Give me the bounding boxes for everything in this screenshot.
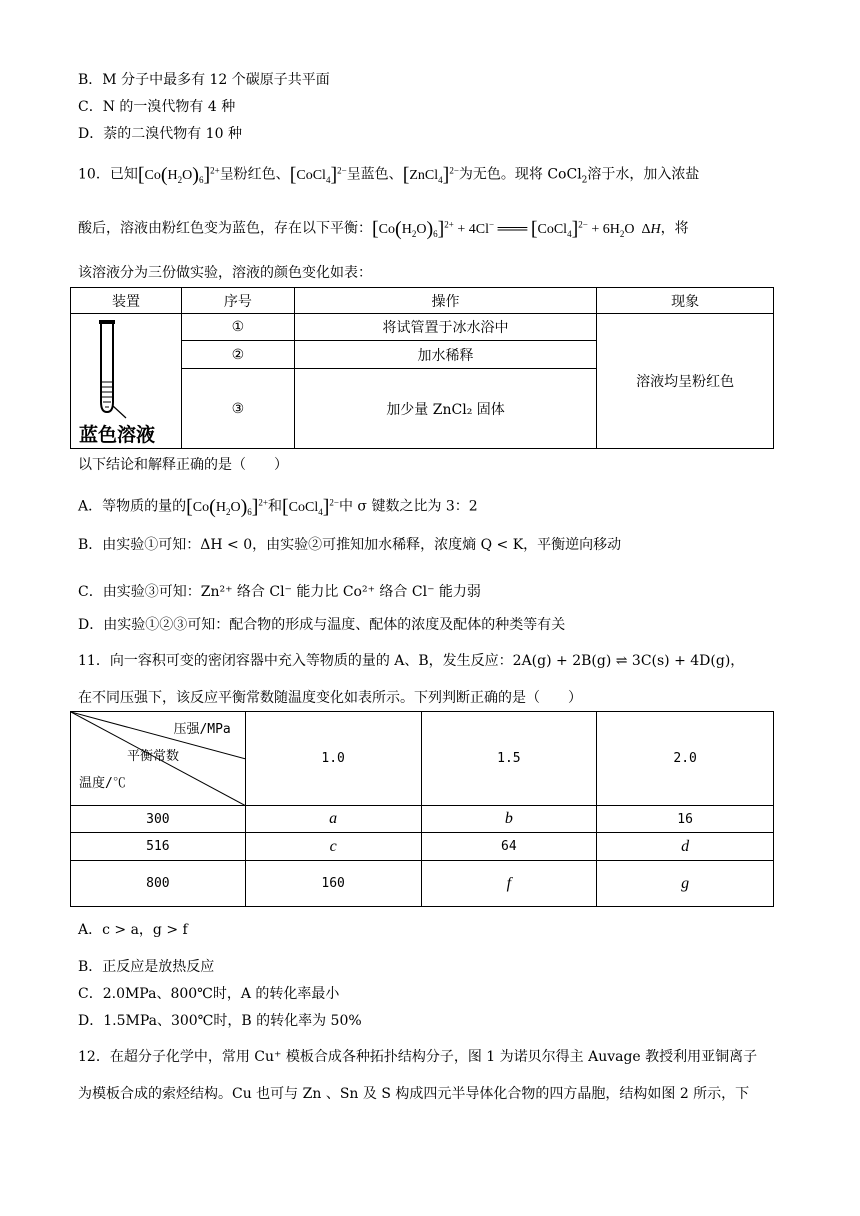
q11-option-b: B．正反应是放热反应 [78,959,215,975]
q9-option-c: C．N 的一溴代物有 4 种 [78,99,236,115]
q11-stem-line2: 在不同压强下，该反应平衡常数随温度变化如表所示。下列判断正确的是（ ） [78,690,582,706]
q11-stem-line1: 11．向一容积可变的密闭容器中充入等物质的量的 A、B，发生反应：2A(g) + 2B(g) ⇌ 3C(s) + 4D(g)， [78,653,745,669]
q11-equilibrium-table [70,711,774,907]
pressure-header: 2.0 [597,712,774,806]
temperature-cell: 800 [71,861,246,907]
value-cell: a [245,806,421,833]
q10-option-a: A．等物质的量的$[Co(H_2O)_6]^{2+}$和[CoCl$_4$]$^{2-}$中 σ 键数之比为 3：2 [78,495,478,518]
row-number: ③ [182,369,295,449]
q10-question: 以下结论和解释正确的是（ ） [78,457,288,473]
q10-option-c: C．由实验③可知：Zn²⁺ 络合 Cl⁻ 能力比 Co²⁺ 络合 Cl⁻ 能力弱 [78,584,481,600]
row-operation: 将试管置于冰水浴中 [294,314,596,341]
table-corner-cell [71,712,246,806]
q11-option-a: A．c > a，g > f [78,922,188,938]
header-phenomenon: 现象 [597,288,774,314]
value-cell: 160 [245,861,421,907]
test-tube-cell [71,314,182,449]
tube-label: 蓝色溶液 [79,424,156,446]
header-operation: 操作 [294,288,596,314]
value-cell: f [421,861,597,907]
q10-stem-line2: 酸后，溶液由粉红色变为蓝色，存在以下平衡：$[Co(H_2O)_6]^{2+} + 4Cl^-$ ═══ [CoCl$_4$]$^{2-}$ + $6H_2O$ ΔH，将 [78,217,689,240]
q11-option-d: D．1.5MPa、300℃时，B 的转化率为 50% [78,1013,362,1029]
row-operation: 加水稀释 [294,341,596,369]
q9-option-d: D．萘的二溴代物有 10 种 [78,126,242,142]
q10-stem-line3: 该溶液分为三份做实验，溶液的颜色变化如表： [78,265,372,281]
temperature-cell: 300 [71,806,246,833]
q10-option-b: B．由实验①可知：ΔH < 0，由实验②可推知加水稀释，浓度熵 Q < K，平衡逆向移动 [78,537,622,553]
corner-pressure-label: 压强/MPa [173,722,231,737]
pressure-header: 1.0 [245,712,421,806]
value-cell: 64 [421,833,597,861]
q12-stem-line2: 为模板合成的索烃结构。Cu 也可与 Zn 、Sn 及 S 构成四元半导体化合物的四方晶胞，结构如图 2 所示，下 [78,1086,750,1102]
value-cell: 16 [597,806,774,833]
value-cell: d [597,833,774,861]
phenomenon-cell: 溶液均呈粉红色 [597,314,774,449]
q11-option-c: C．2.0MPa、800℃时，A 的转化率最小 [78,986,340,1002]
q10-experiment-table [70,287,774,449]
q10-option-d: D．由实验①②③可知：配合物的形成与温度、配体的浓度及配体的种类等有关 [78,617,566,633]
corner-constant-label: 平衡常数 [127,749,180,764]
pressure-header: 1.5 [421,712,597,806]
header-apparatus: 装置 [71,288,182,314]
corner-temperature-label: 温度/℃ [79,776,126,791]
row-number: ① [182,314,295,341]
q12-stem-line1: 12．在超分子化学中，常用 Cu⁺ 模板合成各种拓扑结构分子，图 1 为诺贝尔得主 Auvage 教授利用亚铜离子 [78,1049,758,1065]
header-number: 序号 [182,288,295,314]
value-cell: g [597,861,774,907]
row-number: ② [182,341,295,369]
row-operation: 加少量 ZnCl₂ 固体 [294,369,596,449]
q10-stem-line1: 10．已知$[Co(H_2O)_6]^{2+}$呈粉红色、[CoCl$_4$]$^{2-}$呈蓝色、[ZnCl$_4$]$^{2-}$为无色。现将 CoCl$_2$溶于水，加入浓盐 [78,163,700,186]
value-cell: b [421,806,597,833]
value-cell: c [245,833,421,861]
temperature-cell: 516 [71,833,246,861]
q9-option-b: B．M 分子中最多有 12 个碳原子共平面 [78,72,330,88]
